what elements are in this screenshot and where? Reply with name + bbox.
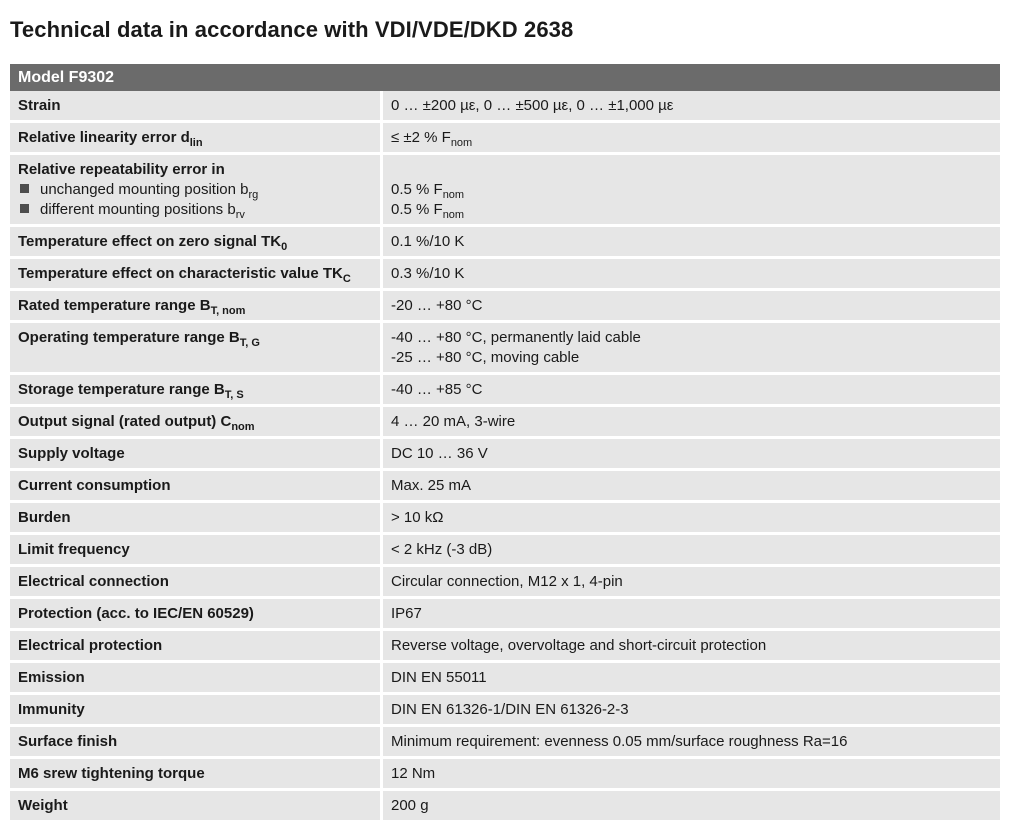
table-row	[10, 471, 1000, 503]
table-row	[10, 663, 1000, 695]
table-row	[10, 567, 1000, 599]
row-label: Electrical connection	[10, 567, 380, 596]
row-value: DIN EN 61326-1/DIN EN 61326-2-3	[383, 695, 1000, 724]
row-value: 0 … ±200 µε, 0 … ±500 µε, 0 … ±1,000 µε	[383, 91, 1000, 120]
row-value: 0.3 %/10 K	[383, 259, 1000, 288]
row-value: Minimum requirement: evenness 0.05 mm/surface roughness Ra=16	[383, 727, 1000, 756]
row-label: Relative linearity error $d_{lin}$	[10, 123, 380, 152]
table-row	[10, 323, 1000, 375]
row-label: Relative repeatability error in unchanged mounting position $b_{rg}$ different mounting positions $b_{rv}$	[10, 155, 380, 224]
row-label: Strain	[10, 91, 380, 120]
row-value: < 2 kHz (-3 dB)	[383, 535, 1000, 564]
model-header: Model F9302	[10, 64, 1000, 91]
table-row	[10, 727, 1000, 759]
row-label: Surface finish	[10, 727, 380, 756]
table-row	[10, 91, 1000, 123]
table-row	[10, 259, 1000, 291]
row-label: Supply voltage	[10, 439, 380, 468]
row-label: M6 srew tightening torque	[10, 759, 380, 788]
row-value: 4 … 20 mA, 3-wire	[383, 407, 1000, 436]
table-row	[10, 227, 1000, 259]
row-value: Max. 25 mA	[383, 471, 1000, 500]
row-value: Reverse voltage, overvoltage and short-circuit protection	[383, 631, 1000, 660]
row-value: ≤ ±2 % $F_{nom}$	[383, 123, 1000, 152]
row-label: Temperature effect on zero signal $TK_0$	[10, 227, 380, 256]
row-value: 0.1 %/10 K	[383, 227, 1000, 256]
spec-table	[10, 64, 1000, 823]
table-row	[10, 599, 1000, 631]
row-label: Emission	[10, 663, 380, 692]
row-label: Temperature effect on characteristic value $TK_C$	[10, 259, 380, 288]
row-label: Output signal (rated output) $C_{nom}$	[10, 407, 380, 436]
row-label: Current consumption	[10, 471, 380, 500]
row-value: -40 … +80 °C, permanently laid cable -25 … +80 °C, moving cable	[383, 323, 1000, 372]
row-label: Storage temperature range $B_{T, S}$	[10, 375, 380, 404]
row-label: Protection (acc. to IEC/EN 60529)	[10, 599, 380, 628]
row-value: > 10 kΩ	[383, 503, 1000, 532]
row-label: Electrical protection	[10, 631, 380, 660]
bullet-square-icon	[20, 184, 29, 193]
row-value: DIN EN 55011	[383, 663, 1000, 692]
row-label: Burden	[10, 503, 380, 532]
row-value: IP67	[383, 599, 1000, 628]
bullet-square-icon	[20, 204, 29, 213]
table-row	[10, 631, 1000, 663]
page-title: Technical data in accordance with VDI/VDE/DKD 2638	[10, 17, 574, 42]
row-value: 200 g	[383, 791, 1000, 820]
row-value: Circular connection, M12 x 1, 4-pin	[383, 567, 1000, 596]
row-label: Weight	[10, 791, 380, 820]
table-row	[10, 503, 1000, 535]
table-row	[10, 439, 1000, 471]
row-label: Operating temperature range $B_{T, G}$	[10, 323, 380, 372]
table-row	[10, 123, 1000, 155]
row-value: -40 … +85 °C	[383, 375, 1000, 404]
table-row	[10, 759, 1000, 791]
table-row	[10, 375, 1000, 407]
row-value: -20 … +80 °C	[383, 291, 1000, 320]
row-label: Immunity	[10, 695, 380, 724]
table-row	[10, 791, 1000, 823]
row-value: 12 Nm	[383, 759, 1000, 788]
table-row	[10, 695, 1000, 727]
table-row	[10, 291, 1000, 323]
row-value: 0.5 % $F_{nom}$ 0.5 % $F_{nom}$	[383, 155, 1000, 224]
table-row	[10, 155, 1000, 227]
row-value: DC 10 … 36 V	[383, 439, 1000, 468]
table-row	[10, 535, 1000, 567]
table-row	[10, 407, 1000, 439]
row-label: Limit frequency	[10, 535, 380, 564]
row-label: Rated temperature range $B_{T, nom}$	[10, 291, 380, 320]
